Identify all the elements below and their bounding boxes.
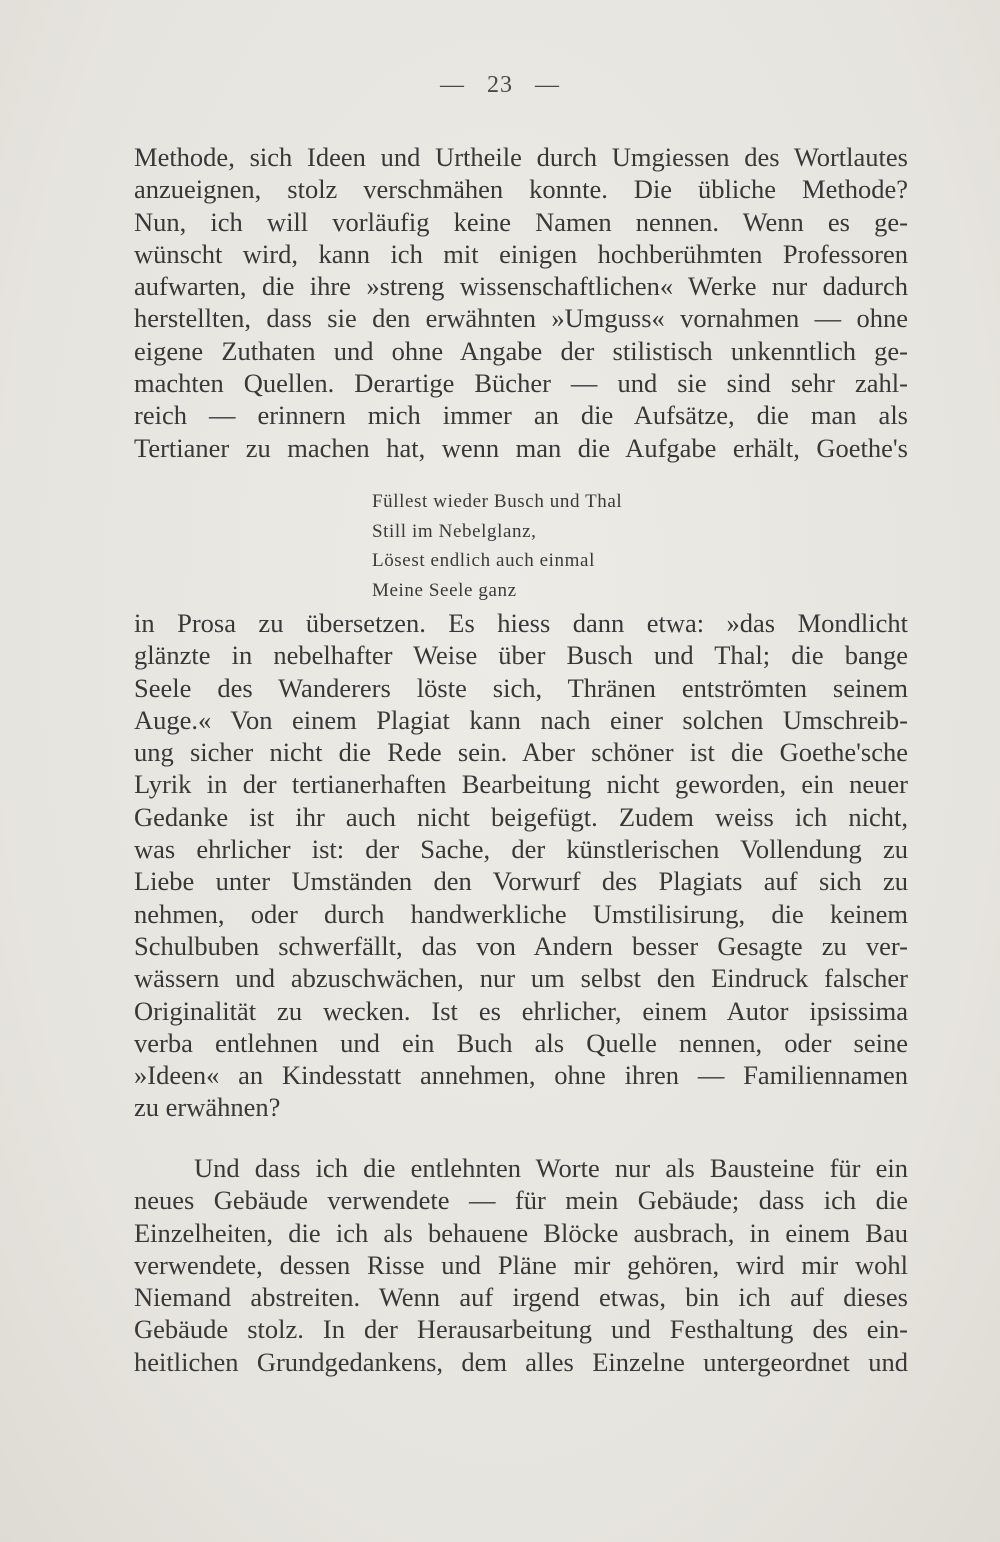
poem-line: Füllest wieder Busch und Thal <box>372 491 623 512</box>
text-line: ung sicher nicht die Rede sein. Aber schöner ist die Goethe'sche <box>134 737 908 768</box>
header-dash-right: — <box>535 72 560 98</box>
poem-line: Still im Nebelglanz, <box>372 520 537 542</box>
text-line: verwendete, dessen Risse und Pläne mir gehören, wird mir wohl <box>134 1249 908 1280</box>
text-line: heitlichen Grundgedankens, dem alles Einzelne untergeordnet und <box>134 1346 908 1377</box>
text-line: wünscht wird, kann ich mit einigen hochberühmten Professoren <box>134 238 908 269</box>
text-line: Nun, ich will vorläufig keine Namen nennen. Wenn es ge- <box>134 206 908 237</box>
text-line: Liebe unter Umständen den Vorwurf des Plagiats auf sich zu <box>134 866 908 897</box>
text-line: eigene Zuthaten und ohne Angabe der stilistisch unkenntlich ge- <box>134 335 908 366</box>
text-line: Originalität zu wecken. Ist es ehrlicher, einem Autor ipsissima <box>134 995 908 1026</box>
text-line: was ehrlicher ist: der Sache, der künstlerischen Vollendung zu <box>134 834 908 865</box>
text-line: Lyrik in der tertianerhaften Bearbeitung nicht geworden, ein neuer <box>134 769 908 800</box>
paragraph-1 <box>134 141 908 464</box>
text-line: in Prosa zu übersetzen. Es hiess dann etwa: »das Mondlicht <box>134 608 908 638</box>
text-line: reich — erinnern mich immer an die Aufsätze, die man als <box>134 400 908 431</box>
text-line: aufwarten, die ihre »streng wissenschaftlichen« Werke nur dadurch <box>134 271 908 302</box>
page-header <box>0 72 1000 99</box>
text-line: »Ideen« an Kindesstatt annehmen, ohne ihren — Familiennamen <box>134 1060 908 1091</box>
poem-quote <box>372 487 622 605</box>
text-line: verba entlehnen und ein Buch als Quelle nennen, oder seine <box>134 1027 908 1058</box>
text-line: neues Gebäude verwendete — für mein Gebäude; dass ich die <box>134 1185 908 1216</box>
text-line: glänzte in nebelhafter Weise über Busch und Thal; die bange <box>134 640 908 671</box>
text-line: Gebäude stolz. In der Herausarbeitung und Festhaltung des ein- <box>134 1314 908 1345</box>
text-line: Auge.« Von einem Plagiat kann nach einer solchen Umschreib- <box>134 704 908 735</box>
poem-line: Lösest endlich auch einmal <box>372 550 595 571</box>
text-line: wässern und abzuschwächen, nur um selbst den Eindruck falscher <box>134 963 908 994</box>
text-line: Einzelheiten, die ich als behauene Blöcke ausbrach, in einem Bau <box>134 1217 908 1248</box>
text-line: Methode, sich Ideen und Urtheile durch Umgiessen des Wortlautes <box>134 142 908 172</box>
page-number: 23 <box>487 72 513 98</box>
paragraph-2 <box>134 607 908 1124</box>
header-dash-left: — <box>440 72 465 98</box>
text-line: herstellten, dass sie den erwähnten »Umguss« vornahmen — ohne <box>134 303 908 334</box>
poem-line: Meine Seele ganz <box>372 579 517 601</box>
text-line: zu erwähnen? <box>134 1092 281 1123</box>
text-line: Und dass ich die entlehnten Worte nur als Bausteine für ein <box>194 1153 908 1183</box>
text-line: Tertianer zu machen hat, wenn man die Aufgabe erhält, Goethe's <box>134 432 908 463</box>
paragraph-3 <box>134 1152 908 1378</box>
text-line: Gedanke ist ihr auch nicht beigefügt. Zudem weiss ich nicht, <box>134 801 908 832</box>
text-line: anzueignen, stolz verschmähen konnte. Die übliche Methode? <box>134 174 908 205</box>
text-line: nehmen, oder durch handwerkliche Umstilisirung, die keinem <box>134 898 908 929</box>
text-line: machten Quellen. Derartige Bücher — und sie sind sehr zahl- <box>134 368 908 399</box>
text-line: Schulbuben schwerfällt, das von Andern besser Gesagte zu ver- <box>134 930 908 961</box>
text-line: Niemand abstreiten. Wenn auf irgend etwas, bin ich auf dieses <box>134 1282 908 1313</box>
text-line: Seele des Wanderers löste sich, Thränen entströmten seinem <box>134 672 908 703</box>
